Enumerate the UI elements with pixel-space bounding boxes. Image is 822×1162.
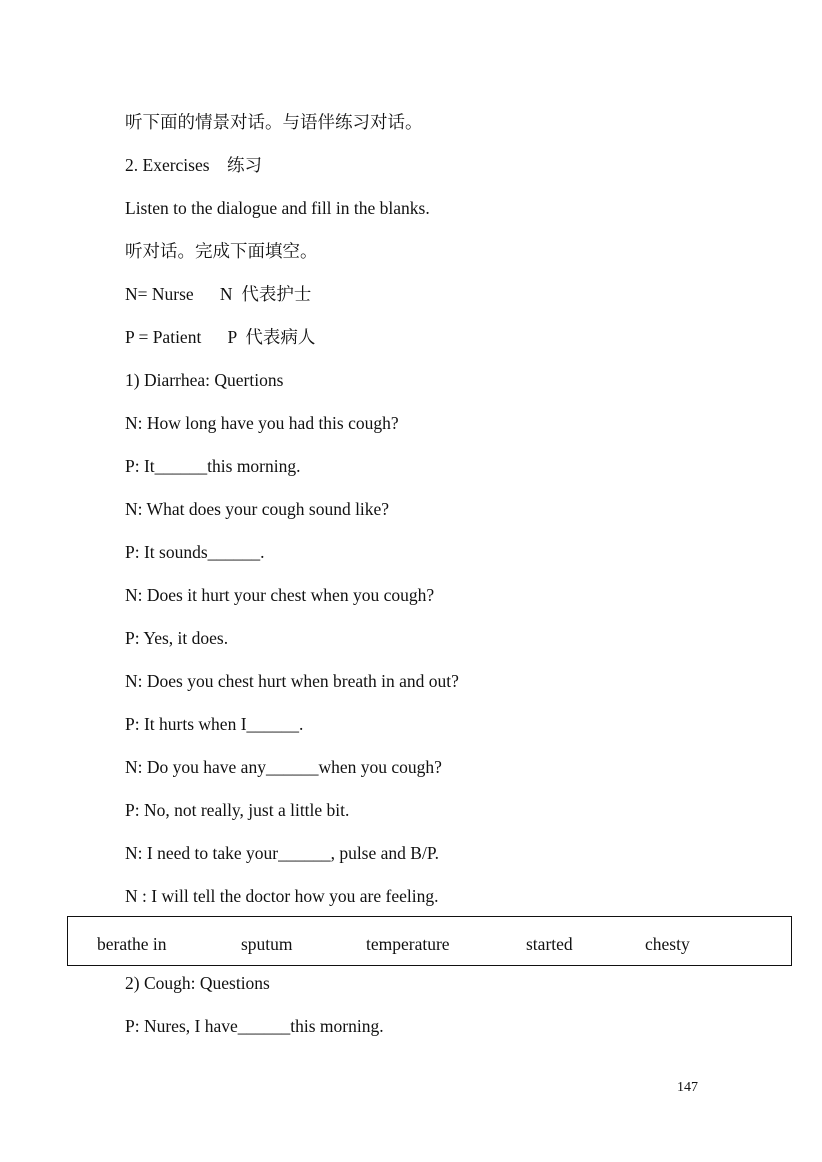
dialogue-line: P: It hurts when I______. — [125, 714, 304, 734]
legend-patient: P = Patient P 代表病人 — [125, 327, 316, 347]
dialogue-line: P: No, not really, just a little bit. — [125, 800, 350, 820]
dialogue-line: N: Does you chest hurt when breath in and out? — [125, 671, 459, 691]
dialogue-line: N: I need to take your______, pulse and B/P. — [125, 843, 439, 863]
dialogue-2-title: 2) Cough: Questions — [125, 973, 270, 993]
word-bank-item: sputum — [241, 934, 293, 954]
instruction-listen-practice: 听下面的情景对话。与语伴练习对话。 — [125, 112, 423, 132]
dialogue-line: N : I will tell the doctor how you are feeling. — [125, 886, 439, 906]
section-heading-exercises: 2. Exercises 练习 — [125, 155, 263, 175]
dialogue-line: N: What does your cough sound like? — [125, 499, 390, 519]
dialogue-line: N: Does it hurt your chest when you cough? — [125, 585, 435, 605]
dialogue-line: N: Do you have any______when you cough? — [125, 757, 442, 777]
dialogue-line: N: How long have you had this cough? — [125, 413, 399, 433]
dialogue-1-title: 1) Diarrhea: Quertions — [125, 370, 284, 390]
word-bank-item: berathe in — [97, 934, 167, 954]
instruction-english: Listen to the dialogue and fill in the blanks. — [125, 198, 430, 218]
dialogue-line: P: It______this morning. — [125, 456, 301, 476]
legend-nurse: N= Nurse N 代表护士 — [125, 284, 312, 304]
word-bank-box — [67, 916, 792, 966]
page-number: 147 — [677, 1080, 698, 1095]
word-bank-item: chesty — [645, 934, 690, 954]
dialogue-line: P: It sounds______. — [125, 542, 265, 562]
dialogue-line: P: Nures, I have______this morning. — [125, 1016, 384, 1036]
word-bank-item: started — [526, 934, 573, 954]
dialogue-line: P: Yes, it does. — [125, 628, 229, 648]
instruction-chinese: 听对话。完成下面填空。 — [125, 241, 318, 261]
word-bank-item: temperature — [366, 934, 450, 954]
